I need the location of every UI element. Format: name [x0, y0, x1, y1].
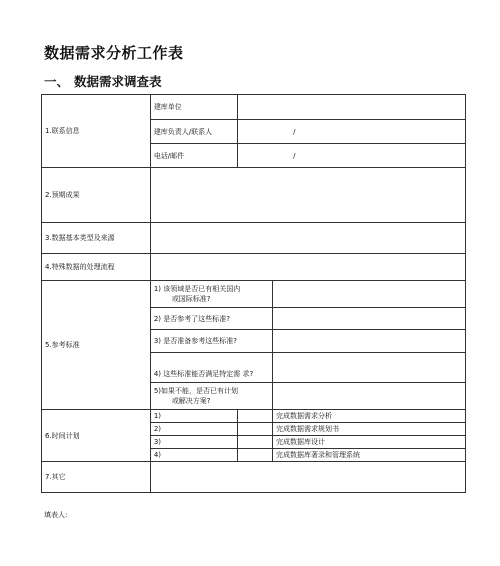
- schedule-date[interactable]: [238, 423, 273, 436]
- contact-field-label: 电话/邮件: [150, 144, 237, 168]
- reference-question: 2) 是否参考了这些标准?: [150, 308, 272, 330]
- contact-field-value[interactable]: /: [238, 144, 466, 168]
- schedule-date[interactable]: [238, 436, 273, 449]
- section-label: 数据需求调查表: [74, 74, 162, 89]
- filler-label: 填表人:: [44, 511, 68, 519]
- schedule-number: 1): [150, 410, 237, 423]
- reference-answer[interactable]: [272, 353, 465, 383]
- types-field[interactable]: [150, 223, 465, 254]
- schedule-task: 完成数据需求分析: [272, 410, 465, 423]
- reference-answer[interactable]: [272, 330, 465, 353]
- other-field[interactable]: [150, 462, 465, 493]
- schedule-number: 4): [150, 449, 237, 462]
- section-number: 一、: [44, 74, 70, 89]
- schedule-number: 2): [150, 423, 237, 436]
- reference-answer[interactable]: [272, 383, 465, 410]
- types-label: 3.数据基本类型及来源: [42, 223, 151, 254]
- page-title: 数据需求分析工作表: [44, 44, 184, 62]
- table-row: [42, 95, 466, 120]
- special-field[interactable]: [150, 254, 465, 281]
- special-label: 4.特殊数据的处理流程: [42, 254, 151, 281]
- reference-label: 5.参考标准: [42, 281, 151, 410]
- schedule-task: 完成数据库著录和管理系统: [272, 449, 465, 462]
- contact-field-value[interactable]: /: [238, 120, 466, 144]
- table-row: [42, 410, 466, 423]
- reference-answer[interactable]: [272, 281, 465, 308]
- reference-question: 3) 是否准备参考这些标准?: [150, 330, 272, 353]
- table-row: [42, 223, 466, 254]
- reference-answer[interactable]: [272, 308, 465, 330]
- expected-label: 2.预期成果: [42, 168, 151, 223]
- contact-label: 1.联系信息: [42, 95, 151, 168]
- table-row: [42, 254, 466, 281]
- schedule-date[interactable]: [238, 410, 273, 423]
- other-label: 7.其它: [42, 462, 151, 493]
- survey-table: [41, 94, 466, 493]
- reference-question: 4) 这些标准能否满足特定需 求?: [150, 353, 272, 383]
- schedule-task: 完成数据库设计: [272, 436, 465, 449]
- contact-field-label: 建库单位: [150, 95, 237, 120]
- contact-field-value[interactable]: [238, 95, 466, 120]
- table-row: [42, 168, 466, 223]
- table-row: [42, 462, 466, 493]
- contact-field-label: 建库负责人/联系人: [150, 120, 237, 144]
- schedule-task: 完成数据需求规划书: [272, 423, 465, 436]
- reference-question: 5)如果不能，是否已有计划 或解决方案?: [150, 383, 272, 410]
- expected-field[interactable]: [150, 168, 465, 223]
- schedule-label: 6.时间计划: [42, 410, 151, 462]
- schedule-number: 3): [150, 436, 237, 449]
- table-row: [42, 281, 466, 308]
- reference-question: 1) 该领域是否已有相关国内 或国际标准?: [150, 281, 272, 308]
- schedule-date[interactable]: [238, 449, 273, 462]
- section-heading: [44, 72, 162, 90]
